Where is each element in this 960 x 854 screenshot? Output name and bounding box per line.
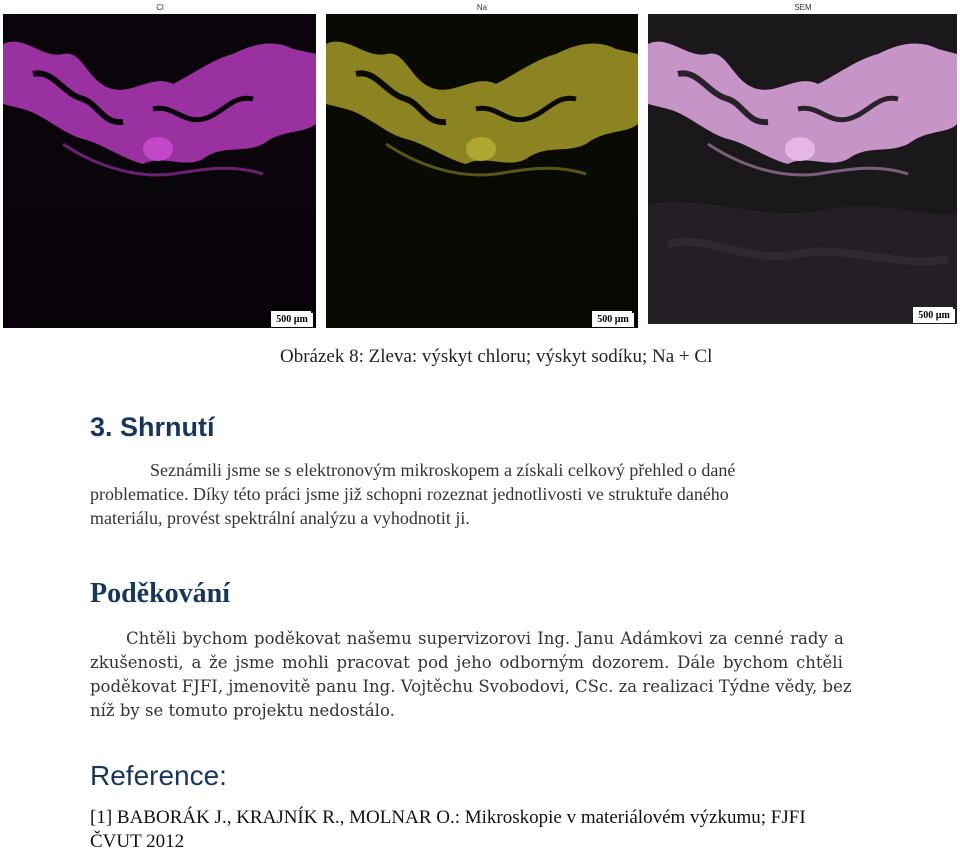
summary-line: materiálu, provést spektrální analýzu a vyhodnotit ji.: [90, 508, 470, 528]
panel-label-na: Na: [476, 3, 488, 12]
scale-label: 500 µm: [913, 309, 955, 323]
panel-label-cl: Cl: [156, 3, 164, 12]
ack-line: Chtěli bychom poděkovat našemu supervizorovi Ing. Janu Adámkovi za cenné rady a: [126, 629, 844, 648]
reference-item: ČVUT 2012: [90, 831, 185, 852]
references-heading: Reference:: [90, 760, 227, 791]
scale-label: 500 µm: [271, 313, 313, 327]
na-map-image: [326, 14, 638, 328]
acknowledgement-heading: Poděkování: [90, 578, 231, 609]
ack-line: poděkovat FJFI, jmenovitě panu Ing. Vojtěchu Svobodovi, CSc. za realizaci Týdne vědy, bez: [90, 677, 852, 696]
figure-caption: Obrázek 8: Zleva: výskyt chloru; výskyt sodíku; Na + Cl: [280, 346, 713, 367]
panel-label-sem: SEM: [794, 3, 812, 12]
ack-line: níž by se tomuto projektu nedostálo.: [90, 701, 395, 720]
summary-line: problematice. Díky této práci jsme již schopni rozeznat jednotlivosti ve struktuře daného: [90, 484, 729, 504]
cl-map-image: [3, 14, 316, 328]
summary-line: Seznámili jsme se s elektronovým mikroskopem a získali celkový přehled o dané: [150, 460, 736, 480]
scale-label: 500 µm: [592, 313, 634, 327]
sem-combined-image: [648, 14, 957, 324]
reference-item: [1] BABORÁK J., KRAJNÍK R., MOLNAR O.: Mikroskopie v materiálovém výzkumu; FJFI: [90, 807, 806, 828]
ack-line: zkušenosti, a že jsme mohli pracovat pod jeho odborným dozorem. Dále bychom chtěli: [90, 653, 843, 672]
summary-heading: 3. Shrnutí: [90, 412, 215, 442]
